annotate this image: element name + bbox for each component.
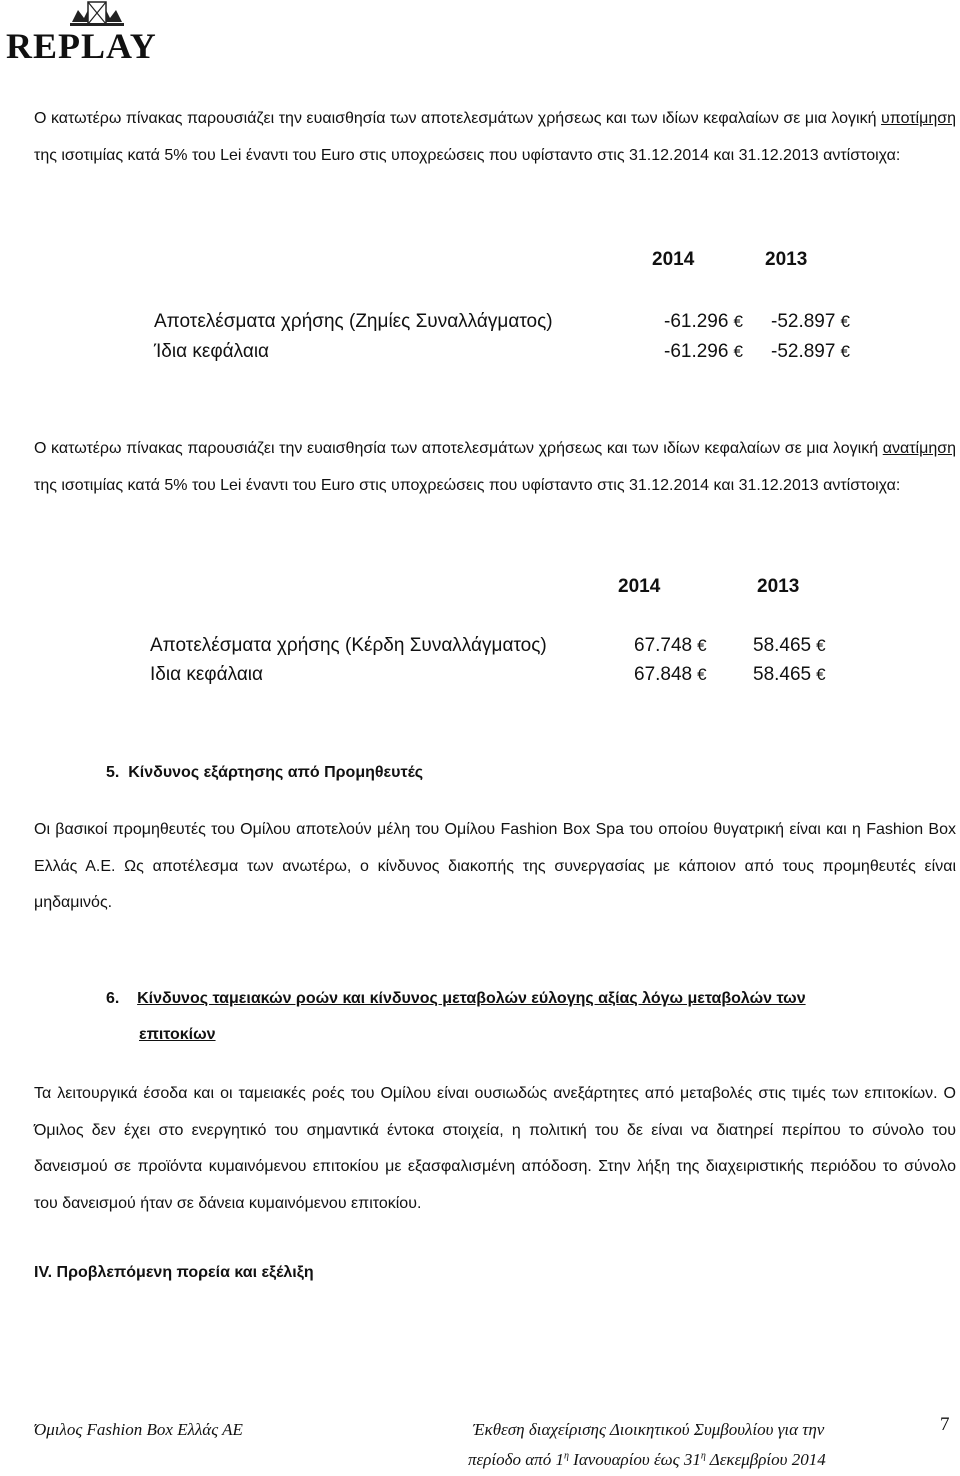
row-label-results: Αποτελέσματα χρήσης (Ζημίες Συναλλάγματος) xyxy=(154,311,553,332)
underlined-term: υποτίμηση xyxy=(881,110,956,127)
logo-wordmark: REPLAY xyxy=(6,26,157,66)
crest-icon xyxy=(68,0,126,28)
row-label-results: Αποτελέσματα χρήσης (Κέρδη Συναλλάγματος) xyxy=(150,635,547,656)
euro-sign: € xyxy=(733,312,743,331)
row-label-equity: Ίδια κεφάλαια xyxy=(154,341,270,362)
value-2014 xyxy=(634,635,707,657)
value-text: 58.465 xyxy=(753,664,812,685)
section-number: 6. xyxy=(106,990,120,1007)
value-text: -52.897 xyxy=(771,341,836,362)
row-label-equity: Ιδια κεφάλαια xyxy=(150,664,264,685)
section-6-heading xyxy=(106,990,806,1008)
page-number: 7 xyxy=(940,1414,950,1435)
euro-sign: € xyxy=(733,342,743,361)
euro-sign: € xyxy=(697,665,707,684)
value-text: 67.848 xyxy=(634,664,693,685)
paragraph-text: Ο κατωτέρω πίνακας παρουσιάζει την ευαισθησία των αποτελεσμάτων χρήσεως και των ιδίων κεφαλαίων σε μια λογική xyxy=(34,440,883,457)
value-text: 67.748 xyxy=(634,635,693,656)
period-text: Δεκεμβρίου 2014 xyxy=(705,1450,826,1469)
year-header-2013: 2013 xyxy=(765,249,808,270)
euro-sign: € xyxy=(816,665,826,684)
paragraph-revaluation xyxy=(34,431,956,504)
paragraph-text: Ο κατωτέρω πίνακας παρουσιάζει την ευαισθησία των αποτελεσμάτων χρήσεως και των ιδίων κεφαλαίων σε μια λογική xyxy=(34,110,881,127)
period-text: περίοδο από 1 xyxy=(468,1450,564,1469)
year-header-2013: 2013 xyxy=(757,576,800,597)
section-6-body: Τα λειτουργικά έσοδα και οι ταμειακές ροές του Ομίλου είναι ουσιωδώς ανεξάρτητες από μεταβολές στις τιμές των επιτοκίων. Ο Όμιλος δεν έχει στο ενεργητικό του σημαντικά έντοκα στοιχεία, η πολιτική του δε είναι να διατηρεί περίπου το σύνολο του δανεισμού σε προϊόντα κυμαινόμενου επιτοκίου με εξασφαλισμένη απόδοση. Στην λήξη της διαχειριστικής περιόδου το σύνολο του δανεισμού ήταν σε δάνεια κυμαινόμενου επιτοκίου. xyxy=(34,1085,956,1212)
euro-sign: € xyxy=(697,636,707,655)
superscript: η xyxy=(700,1450,706,1462)
value-2013 xyxy=(771,341,850,363)
paragraph-text: της ισοτιμίας κατά 5% του Lei έναντι του Euro στις υποχρεώσεις που υφίσταντο στις 31.12.2014 και 31.12.2013 αντίστοιχα: xyxy=(34,476,901,494)
value-text: 58.465 xyxy=(753,635,812,656)
euro-sign: € xyxy=(816,636,826,655)
value-2013 xyxy=(753,635,826,657)
paragraph-text: της ισοτιμίας κατά 5% του Lei έναντι του Euro στις υποχρεώσεις που υφίσταντο στις 31.12.2014 και 31.12.2013 αντίστοιχα: xyxy=(34,146,901,164)
section-iv-heading: IV. Προβλεπόμενη πορεία και εξέλιξη xyxy=(34,1264,314,1281)
superscript: η xyxy=(563,1450,569,1462)
footer-report-title: Έκθεση διαχείρισης Διοικητικού Συμβουλίου για την xyxy=(473,1420,825,1439)
section-title: Κίνδυνος ταμειακών ροών και κίνδυνος μεταβολών εύλογης αξίας λόγω μεταβολών των xyxy=(137,990,806,1007)
year-header-2014: 2014 xyxy=(618,576,661,597)
value-2014 xyxy=(634,664,707,686)
section-5-heading xyxy=(106,764,423,782)
section-6-heading-line2 xyxy=(139,1026,216,1044)
period-text: Ιανουαρίου έως 31 xyxy=(568,1450,701,1469)
year-header-2014: 2014 xyxy=(652,249,695,270)
footer-report-period xyxy=(468,1450,826,1470)
value-2013 xyxy=(771,311,850,333)
euro-sign: € xyxy=(840,342,850,361)
value-2013 xyxy=(753,664,826,686)
value-2014 xyxy=(664,341,743,363)
underlined-term: ανατίμηση xyxy=(882,440,956,457)
section-title: επιτοκίων xyxy=(139,1026,216,1043)
value-text: -61.296 xyxy=(664,311,729,332)
section-number: 5. xyxy=(106,764,120,781)
euro-sign: € xyxy=(840,312,850,331)
footer-company: Όμιλος Fashion Box Ελλάς ΑΕ xyxy=(34,1420,243,1439)
value-text: -52.897 xyxy=(771,311,836,332)
section-title: Κίνδυνος εξάρτησης από Προμηθευτές xyxy=(128,764,424,781)
section-5-body: Οι βασικοί προμηθευτές του Ομίλου αποτελούν μέλη του Ομίλου Fashion Box Spa του οποίου θυγατρική είναι και η Fashion Box Ελλάς Α.Ε. Ως αποτέλεσμα των ανωτέρω, ο κίνδυνος διακοπής της συνεργασίας με κάποιον από τους προμηθευτές είναι μηδαμινός. xyxy=(34,821,956,911)
replay-logo xyxy=(6,0,196,64)
value-text: -61.296 xyxy=(664,341,729,362)
value-2014 xyxy=(664,311,743,333)
paragraph-devaluation xyxy=(34,101,956,174)
